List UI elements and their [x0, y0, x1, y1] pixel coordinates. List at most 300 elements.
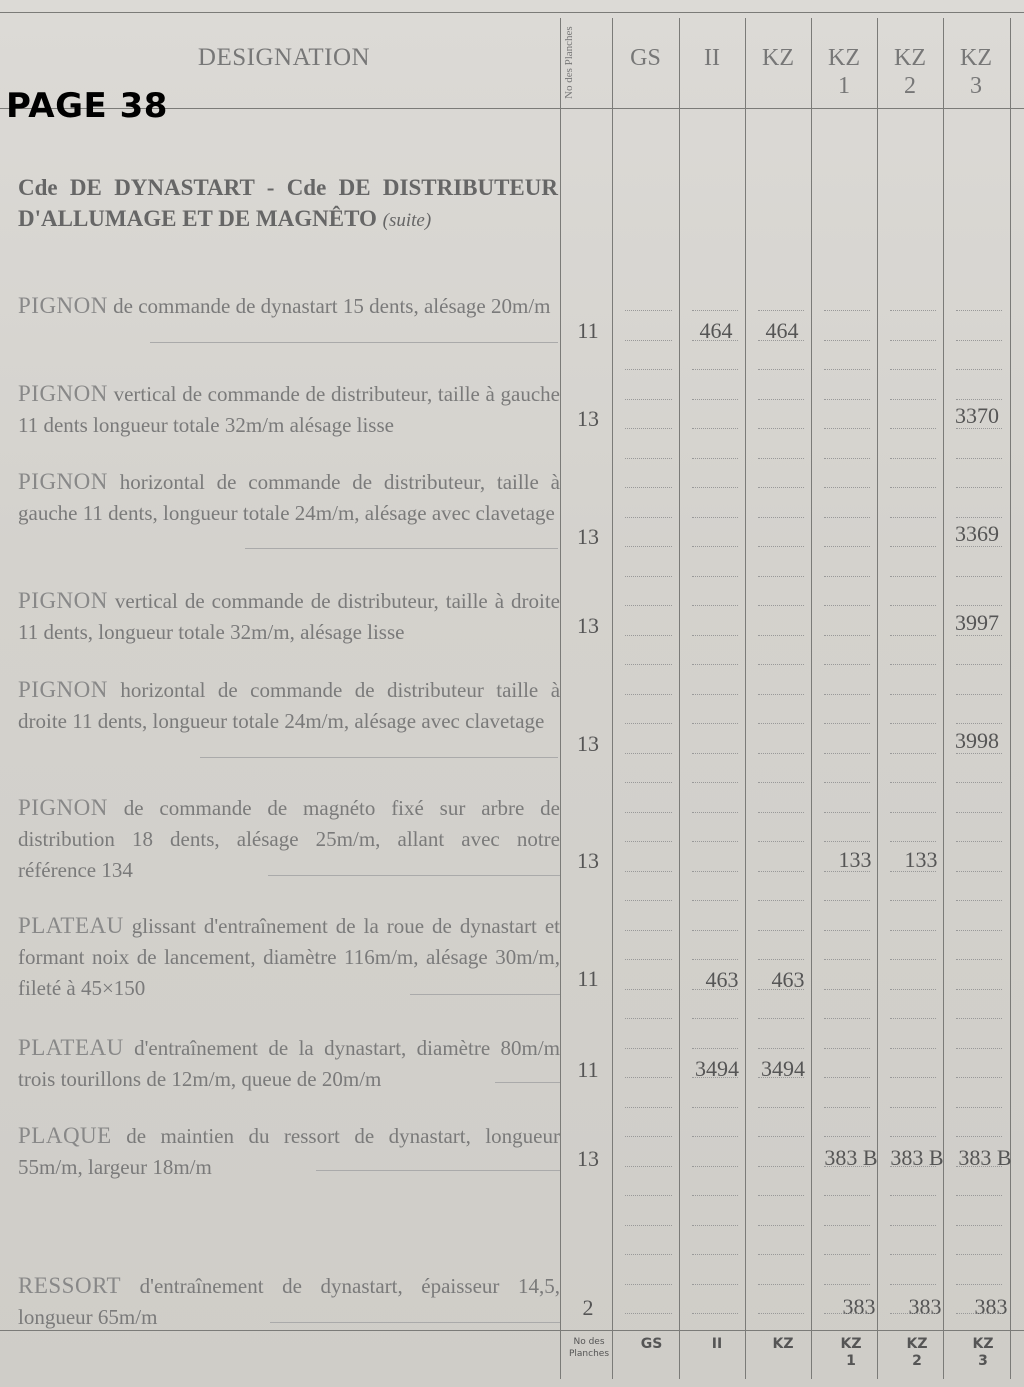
- dotted-leader: [625, 782, 672, 783]
- dotted-leader: [758, 546, 804, 547]
- dotted-leader: [625, 605, 672, 606]
- dotted-leader: [824, 1254, 870, 1255]
- entry-leader: [200, 757, 558, 758]
- entry-keyword: RESSORT: [18, 1273, 122, 1298]
- dotted-leader: [625, 1136, 672, 1137]
- dotted-leader: [625, 369, 672, 370]
- value-cell: 383 B: [958, 1145, 1012, 1170]
- dotted-leader: [956, 576, 1002, 577]
- dotted-leader: [625, 1048, 672, 1049]
- value-cell: 133: [838, 847, 872, 872]
- dotted-leader: [956, 753, 1002, 754]
- planche-cell: 11: [577, 318, 599, 343]
- entry-row-2: [18, 466, 560, 529]
- dotted-leader: [890, 753, 936, 754]
- dotted-leader: [956, 1048, 1002, 1049]
- value-cell: 464: [699, 318, 733, 343]
- dotted-leader: [758, 664, 804, 665]
- section-title: [18, 172, 558, 236]
- dotted-leader: [692, 576, 738, 577]
- value-cell: 463: [705, 967, 739, 992]
- entry-leader: [270, 1322, 560, 1323]
- entry-row-9: [18, 1270, 560, 1333]
- dotted-leader: [692, 399, 738, 400]
- footer-planches: No des Planches: [568, 1337, 610, 1359]
- dotted-leader: [758, 1195, 804, 1196]
- dotted-leader: [692, 1195, 738, 1196]
- header-col-gs: GS: [630, 45, 661, 71]
- entry-text: vertical de commande de distributeur, taille à gauche 11 dents longueur totale 32m/m alésage lisse: [18, 382, 560, 437]
- dotted-leader: [956, 487, 1002, 488]
- dotted-leader: [758, 310, 804, 311]
- dotted-leader: [956, 959, 1002, 960]
- dotted-leader: [692, 310, 738, 311]
- dotted-leader: [824, 635, 870, 636]
- dotted-leader: [890, 723, 936, 724]
- dotted-leader: [890, 517, 936, 518]
- planche-cell: 13: [577, 848, 599, 873]
- dotted-leader: [692, 458, 738, 459]
- dotted-leader: [692, 930, 738, 931]
- dotted-leader: [890, 1195, 936, 1196]
- dotted-leader: [692, 635, 738, 636]
- header-col-kz1: KZ 1: [828, 45, 860, 99]
- dotted-leader: [758, 782, 804, 783]
- dotted-leader: [890, 399, 936, 400]
- dotted-leader: [692, 959, 738, 960]
- dotted-leader: [956, 664, 1002, 665]
- dotted-leader: [824, 900, 870, 901]
- dotted-leader: [824, 1018, 870, 1019]
- dotted-leader: [890, 1313, 936, 1314]
- value-cell: 383: [842, 1294, 876, 1319]
- header-col-ii: II: [704, 45, 720, 71]
- dotted-leader: [890, 959, 936, 960]
- dotted-leader: [890, 782, 936, 783]
- entry-leader: [410, 994, 560, 995]
- dotted-leader: [692, 517, 738, 518]
- entry-row-7: [18, 1032, 560, 1095]
- dotted-leader: [956, 1136, 1002, 1137]
- planche-cell: 13: [577, 524, 599, 549]
- col-rule-planches: [612, 18, 613, 1379]
- dotted-leader: [824, 1077, 870, 1078]
- dotted-leader: [758, 399, 804, 400]
- dotted-leader: [956, 428, 1002, 429]
- dotted-leader: [956, 871, 1002, 872]
- dotted-leader: [758, 1225, 804, 1226]
- planche-cell: 2: [582, 1295, 594, 1320]
- section-suite: (suite): [382, 210, 432, 231]
- dotted-leader: [758, 576, 804, 577]
- col-rule-kz2: [943, 18, 944, 1379]
- dotted-leader: [692, 812, 738, 813]
- dotted-leader: [758, 605, 804, 606]
- entry-leader: [268, 875, 560, 876]
- dotted-leader: [956, 517, 1002, 518]
- dotted-leader: [625, 340, 672, 341]
- dotted-leader: [956, 1254, 1002, 1255]
- dotted-leader: [758, 517, 804, 518]
- planche-cell: 11: [577, 966, 599, 991]
- dotted-leader: [890, 841, 936, 842]
- dotted-leader: [890, 635, 936, 636]
- entry-keyword: PLATEAU: [18, 913, 124, 938]
- dotted-leader: [625, 959, 672, 960]
- dotted-leader: [758, 1254, 804, 1255]
- entry-row-1: [18, 378, 560, 441]
- dotted-leader: [758, 635, 804, 636]
- dotted-leader: [625, 1018, 672, 1019]
- entry-keyword: PIGNON: [18, 795, 108, 820]
- entry-keyword: PIGNON: [18, 293, 108, 318]
- dotted-leader: [890, 310, 936, 311]
- value-cell: 383: [974, 1294, 1008, 1319]
- dotted-leader: [758, 1077, 804, 1078]
- header-planches: No des Planches: [563, 26, 575, 99]
- dotted-leader: [692, 546, 738, 547]
- dotted-leader: [692, 369, 738, 370]
- dotted-leader: [692, 723, 738, 724]
- entry-keyword: PIGNON: [18, 588, 108, 613]
- dotted-leader: [758, 989, 804, 990]
- dotted-leader: [692, 871, 738, 872]
- dotted-leader: [625, 900, 672, 901]
- dotted-leader: [890, 340, 936, 341]
- entry-row-8: [18, 1120, 560, 1183]
- dotted-leader: [956, 546, 1002, 547]
- dotted-leader: [758, 930, 804, 931]
- value-cell: 3370: [955, 403, 999, 428]
- dotted-leader: [824, 1107, 870, 1108]
- entry-text: glissant d'entraînement de la roue de dynastart et formant noix de lancement, diamètre 116m/m, alésage 30m/m, fileté à 45×150: [18, 914, 561, 1000]
- dotted-leader: [824, 1136, 870, 1137]
- dotted-leader: [758, 458, 804, 459]
- dotted-leader: [692, 753, 738, 754]
- col-rule-gs: [679, 18, 680, 1379]
- value-cell: 383 B: [890, 1145, 944, 1170]
- dotted-leader: [824, 399, 870, 400]
- dotted-leader: [758, 1284, 804, 1285]
- dotted-leader: [625, 1225, 672, 1226]
- dotted-leader: [692, 340, 738, 341]
- dotted-leader: [692, 694, 738, 695]
- dotted-leader: [956, 1018, 1002, 1019]
- entry-text: de commande de dynastart 15 dents, alésage 20m/m: [113, 294, 551, 318]
- value-cell: 3369: [955, 521, 999, 546]
- dotted-leader: [625, 517, 672, 518]
- entry-text: d'entraînement de la dynastart, diamètre 80m/m trois tourillons de 12m/m, queue de 20m/m: [18, 1036, 561, 1091]
- value-cell: 464: [765, 318, 799, 343]
- dotted-leader: [824, 989, 870, 990]
- dotted-leader: [956, 900, 1002, 901]
- dotted-leader: [956, 458, 1002, 459]
- page-label: PAGE 38: [6, 86, 168, 126]
- dotted-leader: [890, 1018, 936, 1019]
- dotted-leader: [824, 782, 870, 783]
- dotted-leader: [824, 930, 870, 931]
- entry-row-0: [18, 290, 560, 322]
- dotted-leader: [890, 1048, 936, 1049]
- dotted-leader: [625, 1254, 672, 1255]
- dotted-leader: [692, 487, 738, 488]
- dotted-leader: [758, 1166, 804, 1167]
- footer-col-kz3: KZ 3: [972, 1336, 994, 1369]
- dotted-leader: [758, 753, 804, 754]
- footer-col-gs: GS: [640, 1336, 663, 1352]
- dotted-leader: [890, 989, 936, 990]
- entry-keyword: PLAQUE: [18, 1123, 112, 1148]
- footer-col-kz1: KZ 1: [840, 1336, 862, 1369]
- dotted-leader: [956, 1284, 1002, 1285]
- dotted-leader: [956, 782, 1002, 783]
- entry-text: de maintien du ressort de dynastart, longueur 55m/m, largeur 18m/m: [18, 1124, 560, 1179]
- dotted-leader: [956, 1166, 1002, 1167]
- entry-keyword: PLATEAU: [18, 1035, 124, 1060]
- dotted-leader: [692, 900, 738, 901]
- entry-leader: [495, 1082, 560, 1083]
- dotted-leader: [625, 664, 672, 665]
- dotted-leader: [890, 546, 936, 547]
- dotted-leader: [625, 1166, 672, 1167]
- col-rule-kz1: [877, 18, 878, 1379]
- dotted-leader: [625, 546, 672, 547]
- dotted-leader: [890, 812, 936, 813]
- entry-leader: [316, 1170, 560, 1171]
- entry-keyword: PIGNON: [18, 469, 108, 494]
- dotted-leader: [625, 428, 672, 429]
- dotted-leader: [758, 694, 804, 695]
- dotted-leader: [758, 841, 804, 842]
- dotted-leader: [692, 1136, 738, 1137]
- entry-row-3: [18, 585, 560, 648]
- dotted-leader: [890, 664, 936, 665]
- dotted-leader: [824, 517, 870, 518]
- dotted-leader: [956, 369, 1002, 370]
- dotted-leader: [956, 723, 1002, 724]
- dotted-leader: [758, 428, 804, 429]
- planche-cell: 11: [577, 1057, 599, 1082]
- dotted-leader: [692, 1107, 738, 1108]
- header-col-kz2: KZ 2: [894, 45, 926, 99]
- dotted-leader: [692, 1166, 738, 1167]
- dotted-leader: [890, 930, 936, 931]
- dotted-leader: [824, 959, 870, 960]
- dotted-leader: [625, 1077, 672, 1078]
- dotted-leader: [890, 694, 936, 695]
- dotted-leader: [824, 576, 870, 577]
- dotted-leader: [824, 1166, 870, 1167]
- dotted-leader: [692, 664, 738, 665]
- dotted-leader: [625, 1195, 672, 1196]
- dotted-leader: [824, 664, 870, 665]
- entry-text: d'entraînement de dynastart, épaisseur 14,5, longueur 65m/m: [18, 1274, 560, 1329]
- dotted-leader: [956, 1313, 1002, 1314]
- dotted-leader: [824, 694, 870, 695]
- dotted-leader: [692, 989, 738, 990]
- dotted-leader: [758, 1107, 804, 1108]
- dotted-leader: [890, 1136, 936, 1137]
- dotted-leader: [890, 1107, 936, 1108]
- dotted-leader: [625, 694, 672, 695]
- dotted-leader: [956, 930, 1002, 931]
- dotted-leader: [625, 1107, 672, 1108]
- dotted-leader: [956, 605, 1002, 606]
- dotted-leader: [758, 1313, 804, 1314]
- dotted-leader: [625, 723, 672, 724]
- planche-cell: 13: [577, 731, 599, 756]
- dotted-leader: [625, 399, 672, 400]
- top-rule: [0, 12, 1024, 13]
- dotted-leader: [956, 1107, 1002, 1108]
- dotted-leader: [824, 369, 870, 370]
- value-cell: 3494: [695, 1056, 739, 1081]
- dotted-leader: [758, 487, 804, 488]
- dotted-leader: [824, 723, 870, 724]
- dotted-leader: [625, 1284, 672, 1285]
- entry-leader: [150, 342, 558, 343]
- entry-keyword: PIGNON: [18, 677, 108, 702]
- dotted-leader: [956, 1077, 1002, 1078]
- dotted-leader: [956, 1225, 1002, 1226]
- dotted-leader: [625, 753, 672, 754]
- dotted-leader: [692, 605, 738, 606]
- entry-text: de commande de magnéto fixé sur arbre de distribution 18 dents, alésage 25m/m, allant avec notre référence 134: [18, 796, 560, 882]
- dotted-leader: [890, 1284, 936, 1285]
- value-cell: 463: [771, 967, 805, 992]
- dotted-leader: [625, 487, 672, 488]
- dotted-leader: [692, 841, 738, 842]
- dotted-leader: [625, 310, 672, 311]
- footer-col-kz2: KZ 2: [906, 1336, 928, 1369]
- dotted-leader: [890, 871, 936, 872]
- col-rule-kz: [811, 18, 812, 1379]
- dotted-leader: [692, 1018, 738, 1019]
- entry-text: vertical de commande de distributeur, taille à droite 11 dents, longueur totale 32m/m, alésage lisse: [18, 589, 560, 644]
- dotted-leader: [824, 487, 870, 488]
- dotted-leader: [692, 1284, 738, 1285]
- dotted-leader: [758, 1136, 804, 1137]
- dotted-leader: [758, 959, 804, 960]
- dotted-leader: [890, 369, 936, 370]
- value-cell: 133: [904, 847, 938, 872]
- dotted-leader: [758, 900, 804, 901]
- dotted-leader: [956, 1195, 1002, 1196]
- value-cell: 3494: [761, 1056, 805, 1081]
- dotted-leader: [824, 1284, 870, 1285]
- header-col-kz3: KZ 3: [960, 45, 992, 99]
- value-cell: 383 B: [824, 1145, 878, 1170]
- dotted-leader: [824, 340, 870, 341]
- dotted-leader: [758, 1048, 804, 1049]
- dotted-leader: [625, 989, 672, 990]
- value-cell: 3997: [955, 610, 999, 635]
- dotted-leader: [692, 1313, 738, 1314]
- section-title-text: Cde DE DYNASTART - Cde DE DISTRIBUTEUR D'ALLUMAGE ET DE MAGNÊTO: [18, 175, 558, 231]
- dotted-leader: [758, 1018, 804, 1019]
- value-cell: 383: [908, 1294, 942, 1319]
- dotted-leader: [890, 458, 936, 459]
- entry-row-4: [18, 674, 560, 737]
- entry-row-6: [18, 910, 560, 1004]
- col-rule-ii: [745, 18, 746, 1379]
- dotted-leader: [824, 841, 870, 842]
- dotted-leader: [692, 782, 738, 783]
- dotted-leader: [824, 605, 870, 606]
- dotted-leader: [824, 812, 870, 813]
- header-col-kz: KZ: [762, 45, 794, 71]
- planche-cell: 13: [577, 1146, 599, 1171]
- dotted-leader: [890, 1225, 936, 1226]
- dotted-leader: [625, 930, 672, 931]
- dotted-leader: [625, 841, 672, 842]
- dotted-leader: [890, 576, 936, 577]
- dotted-leader: [824, 871, 870, 872]
- dotted-leader: [758, 812, 804, 813]
- dotted-leader: [890, 1254, 936, 1255]
- planche-cell: 13: [577, 406, 599, 431]
- col-rule-designation: [560, 18, 561, 1379]
- dotted-leader: [956, 841, 1002, 842]
- dotted-leader: [692, 1077, 738, 1078]
- dotted-leader: [824, 310, 870, 311]
- dotted-leader: [824, 753, 870, 754]
- dotted-leader: [692, 1225, 738, 1226]
- dotted-leader: [758, 723, 804, 724]
- dotted-leader: [824, 1048, 870, 1049]
- dotted-leader: [625, 576, 672, 577]
- dotted-leader: [824, 1195, 870, 1196]
- dotted-leader: [625, 635, 672, 636]
- dotted-leader: [758, 369, 804, 370]
- dotted-leader: [692, 1048, 738, 1049]
- dotted-leader: [890, 1166, 936, 1167]
- dotted-leader: [625, 812, 672, 813]
- col-rule-kz3: [1010, 18, 1011, 1379]
- dotted-leader: [692, 428, 738, 429]
- value-cell: 3998: [955, 728, 999, 753]
- dotted-leader: [890, 487, 936, 488]
- footer-col-ii: II: [711, 1336, 723, 1352]
- dotted-leader: [625, 1313, 672, 1314]
- dotted-leader: [758, 340, 804, 341]
- header-designation: DESIGNATION: [197, 44, 371, 71]
- dotted-leader: [824, 1225, 870, 1226]
- dotted-leader: [956, 310, 1002, 311]
- entry-row-5: [18, 792, 560, 886]
- dotted-leader: [956, 399, 1002, 400]
- dotted-leader: [890, 900, 936, 901]
- dotted-leader: [956, 694, 1002, 695]
- dotted-leader: [692, 1254, 738, 1255]
- entry-leader: [245, 548, 558, 549]
- dotted-leader: [956, 989, 1002, 990]
- dotted-leader: [824, 428, 870, 429]
- dotted-leader: [956, 812, 1002, 813]
- dotted-leader: [824, 1313, 870, 1314]
- dotted-leader: [824, 546, 870, 547]
- dotted-leader: [758, 871, 804, 872]
- dotted-leader: [956, 635, 1002, 636]
- footer-col-kz: KZ: [772, 1336, 794, 1352]
- dotted-leader: [890, 1077, 936, 1078]
- dotted-leader: [625, 871, 672, 872]
- entry-keyword: PIGNON: [18, 381, 108, 406]
- entry-text: horizontal de commande de distributeur, taille à gauche 11 dents, longueur totale 24m/m, alésage avec clavetage: [18, 470, 560, 525]
- dotted-leader: [956, 340, 1002, 341]
- dotted-leader: [890, 605, 936, 606]
- planche-cell: 13: [577, 613, 599, 638]
